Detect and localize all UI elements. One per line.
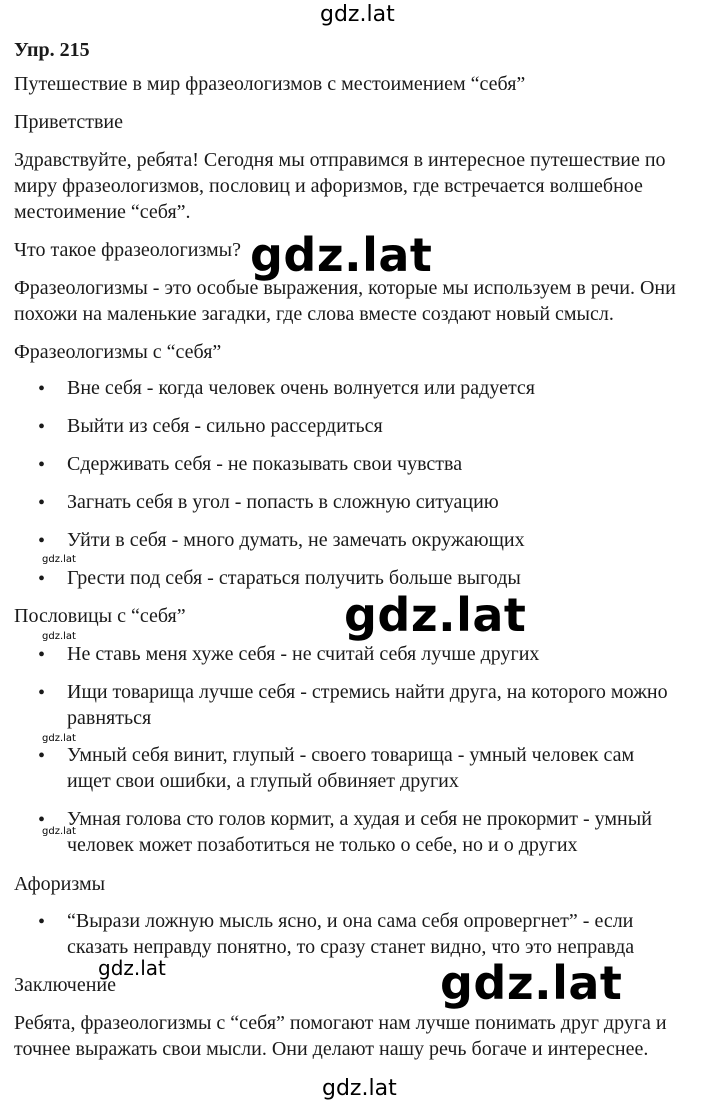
- exercise-title: Упр. 215: [14, 39, 90, 61]
- conclusion-line: Ребята, фразеологизмы с “себя” помогают нам лучше понимать друг друга и: [14, 1012, 667, 1034]
- watermark-large-3: gdz.lat: [440, 956, 623, 1010]
- greeting-line: Здравствуйте, ребята! Сегодня мы отправимся в интересное путешествие по: [14, 149, 666, 171]
- watermark-tiny-3: gdz.lat: [42, 733, 76, 744]
- proverbs-heading: Пословицы с “себя”: [14, 605, 186, 627]
- phrase-item: Вне себя - когда человек очень волнуется или радуется: [67, 377, 536, 399]
- proverb-item-cont: равняться: [67, 707, 152, 729]
- bullet-icon: •: [38, 644, 46, 666]
- proverb-item: Не ставь меня хуже себя - не считай себя лучше других: [67, 643, 540, 665]
- proverb-item: Умный себя винит, глупый - своего товарища - умный человек сам: [67, 744, 635, 766]
- watermark-tiny-2: gdz.lat: [42, 631, 76, 642]
- phrases-heading: Фразеологизмы с “себя”: [14, 341, 222, 363]
- bullet-icon: •: [38, 911, 46, 933]
- bullet-icon: •: [38, 454, 46, 476]
- phrase-item: Выйти из себя - сильно рассердиться: [67, 415, 383, 437]
- proverb-item-cont: ищет свои ошибки, а глупый обвиняет других: [67, 770, 459, 792]
- conclusion-line: точнее выражать свои мысли. Они делают нашу речь богаче и интереснее.: [14, 1038, 649, 1060]
- watermark-tiny-4: gdz.lat: [42, 826, 76, 837]
- bullet-icon: •: [38, 492, 46, 514]
- exercise-subtitle: Путешествие в мир фразеологизмов с местоимением “себя”: [14, 73, 526, 95]
- bullet-icon: •: [38, 378, 46, 400]
- proverb-item: Ищи товарища лучше себя - стремись найти друга, на которого можно: [67, 681, 668, 703]
- watermark-bottom: gdz.lat: [322, 1076, 397, 1101]
- bullet-icon: •: [38, 416, 46, 438]
- greeting-line: местоимение “себя”.: [14, 201, 191, 223]
- what-heading: Что такое фразеологизмы?: [14, 239, 241, 261]
- phrase-item: Загнать себя в угол - попасть в сложную ситуацию: [67, 491, 499, 513]
- proverb-item: Умная голова сто голов кормит, а худая и себя не прокормит - умный: [67, 808, 652, 830]
- bullet-icon: •: [38, 530, 46, 552]
- aphorism-item: “Вырази ложную мысль ясно, и она сама себя опровергнет” - если: [67, 910, 634, 932]
- bullet-icon: •: [38, 568, 46, 590]
- what-line: похожи на маленькие загадки, где слова вместе создают новый смысл.: [14, 303, 614, 325]
- greeting-line: миру фразеологизмов, пословиц и афоризмов, где встречается волшебное: [14, 175, 643, 197]
- watermark-small-left: gdz.lat: [98, 956, 166, 980]
- proverb-item-cont: человек может позаботиться не только о себе, но и о других: [67, 834, 578, 856]
- aphorism-item-cont: сказать неправду понятно, то сразу станет видно, что это неправда: [67, 936, 635, 958]
- watermark-large-2: gdz.lat: [344, 588, 527, 642]
- bullet-icon: •: [38, 809, 46, 831]
- phrase-item: Сдерживать себя - не показывать свои чувства: [67, 453, 463, 475]
- bullet-icon: •: [38, 745, 46, 767]
- greeting-heading: Приветствие: [14, 111, 123, 133]
- watermark-top: gdz.lat: [320, 2, 395, 27]
- what-line: Фразеологизмы - это особые выражения, которые мы используем в речи. Они: [14, 277, 676, 299]
- phrase-item: Грести под себя - стараться получить больше выгоды: [67, 567, 521, 589]
- phrase-item: Уйти в себя - много думать, не замечать окружающих: [67, 529, 525, 551]
- bullet-icon: •: [38, 682, 46, 704]
- aphorisms-heading: Афоризмы: [14, 873, 106, 895]
- conclusion-heading: Заключение: [14, 974, 116, 996]
- watermark-large-1: gdz.lat: [250, 228, 433, 282]
- watermark-tiny-1: gdz.lat: [42, 554, 76, 565]
